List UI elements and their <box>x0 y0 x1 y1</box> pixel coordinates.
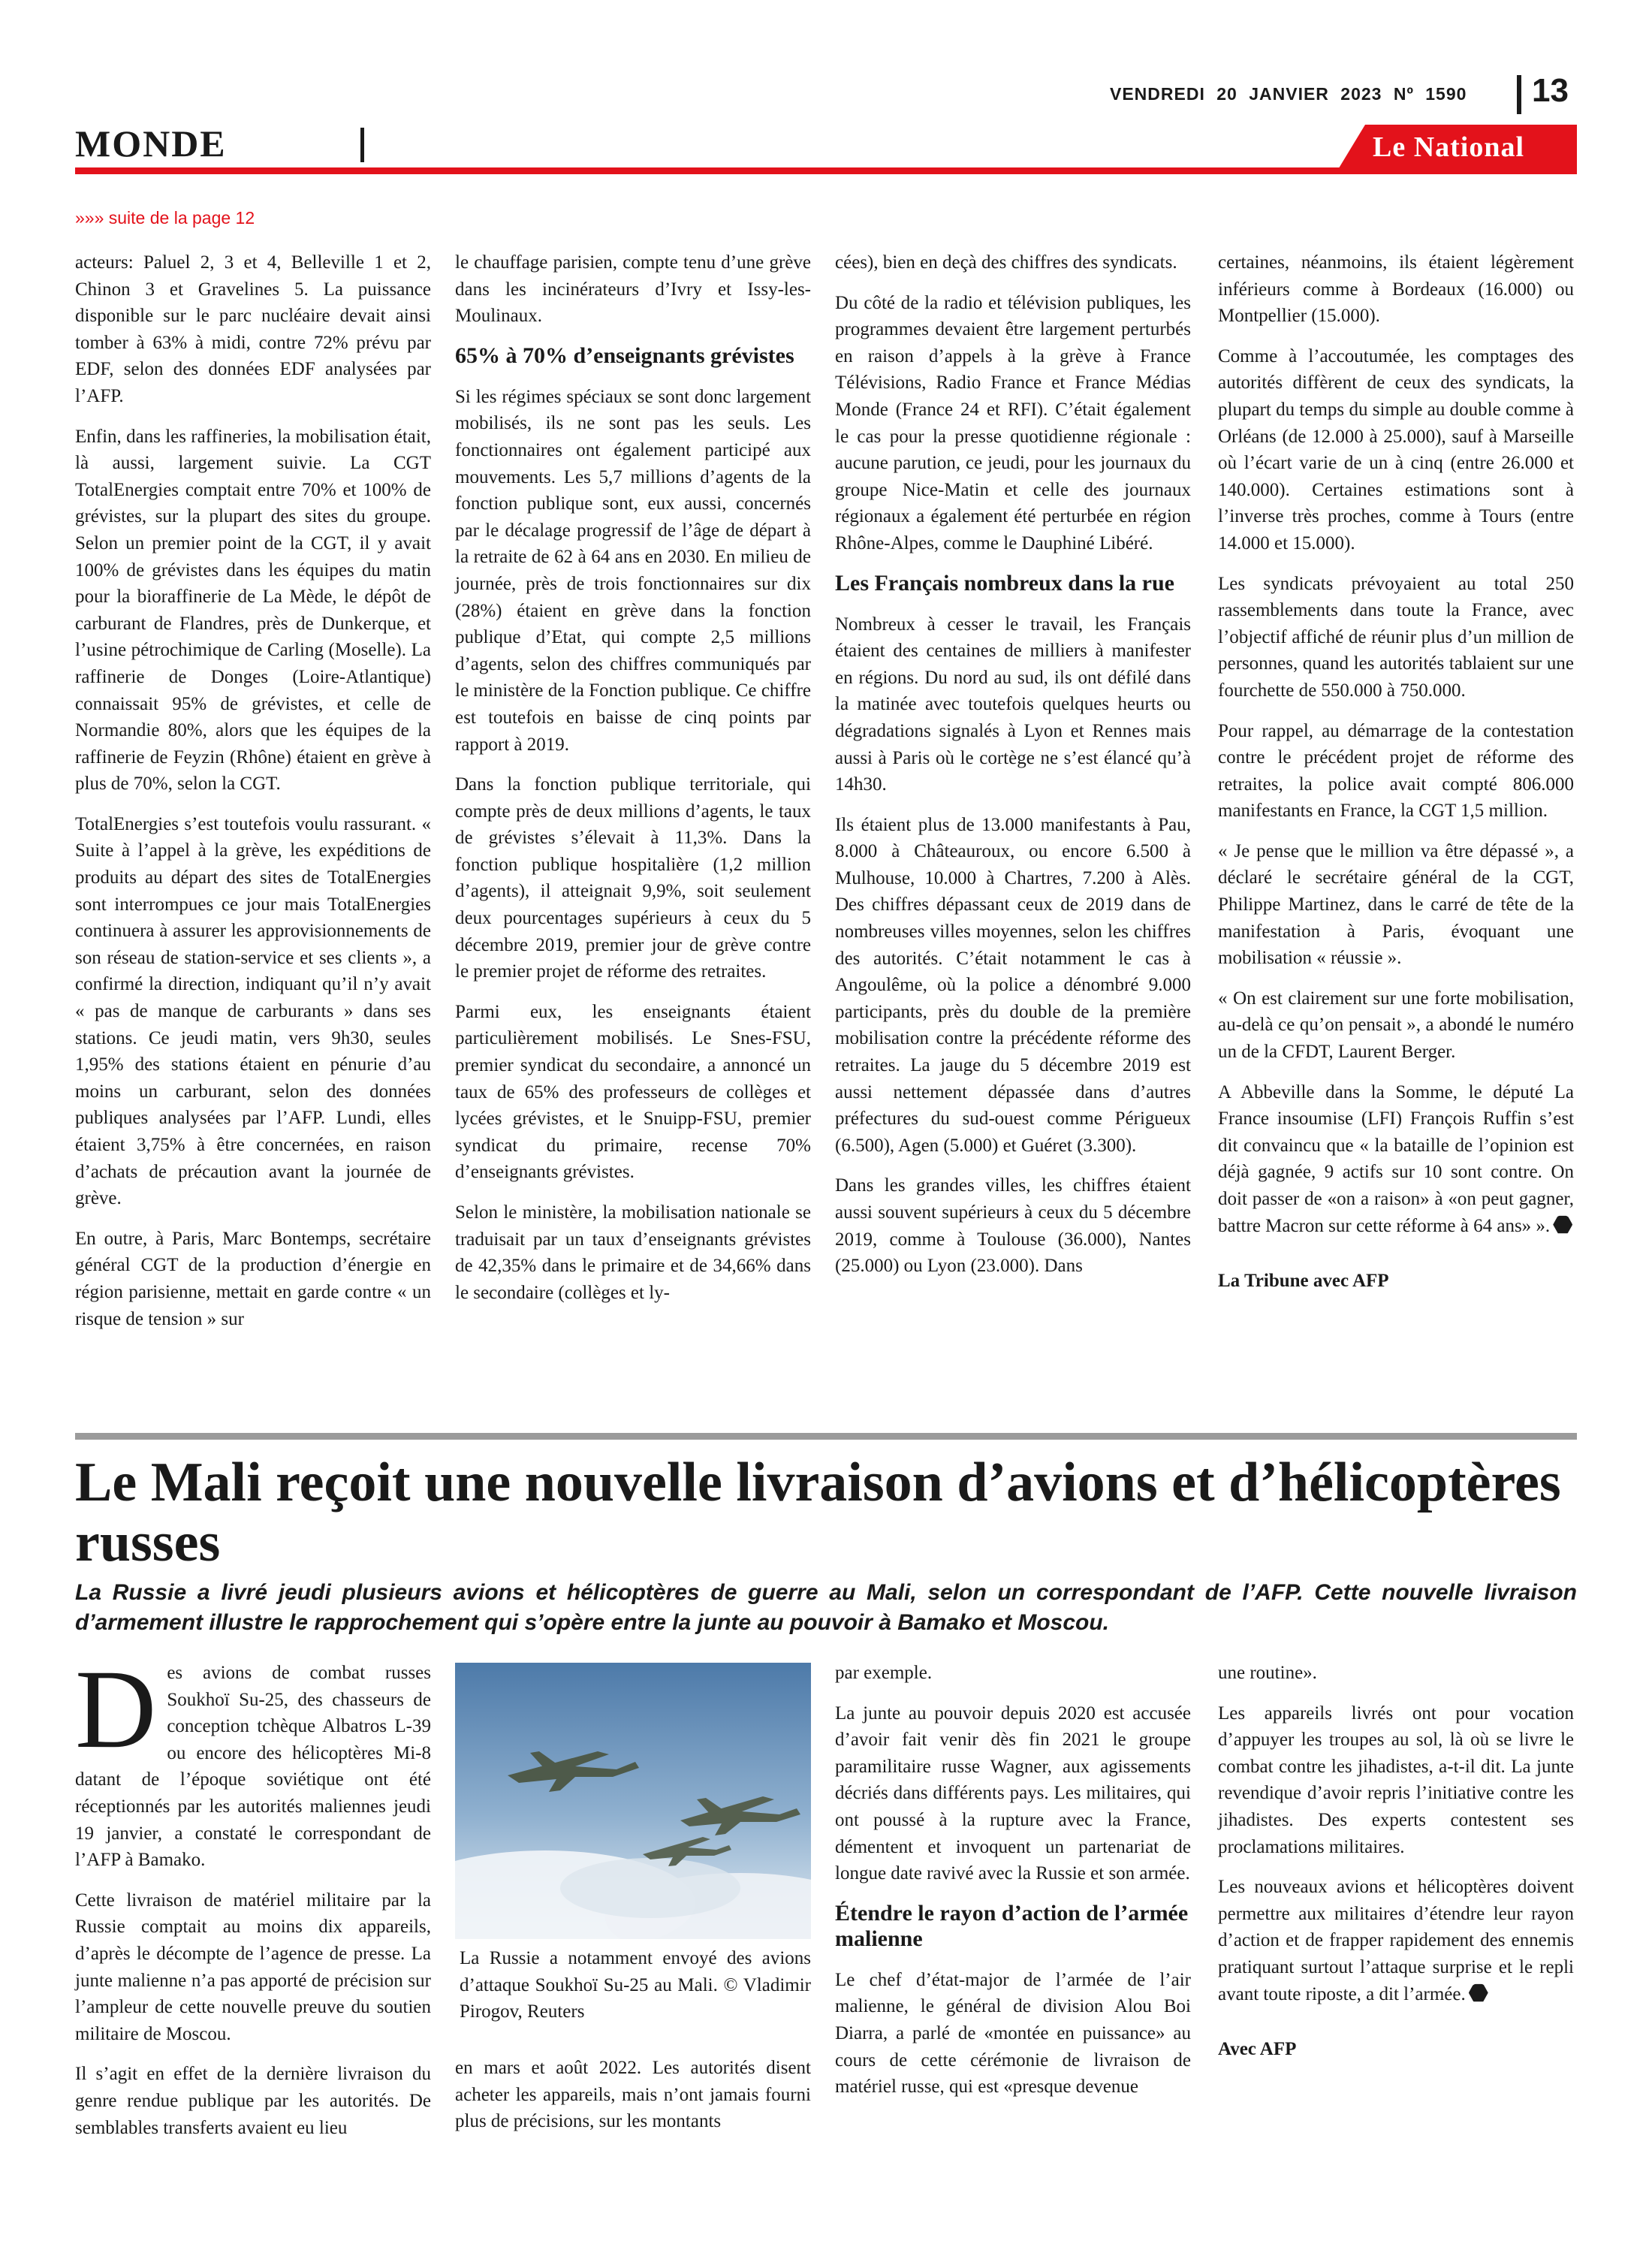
paragraph: le chauffage parisien, compte tenu d’une grève dans les incinérateurs d’Ivry et Issy-les-Moulinaux. <box>455 252 811 327</box>
paragraph: acteurs: Paluel 2, 3 et 4, Belleville 1 et 2, Chinon 3 et Gravelines 5. La puissance disponible sur le parc nucléaire devait ainsi tomber à 63% à midi, contre 72% prévu par EDF, selon des données EDF analysées par l’AFP. <box>75 252 431 406</box>
paragraph-text: es avions de combat russes Soukhoï Su-25, des chasseurs de conception tchèque Albatros L-39 ou encore des hélicoptères Mi-8 datant de l’époque soviétique ont été réceptionnés par les autorités maliennes jeudi 19 janvier, a constaté le correspondant de l’AFP à Bamako. <box>75 1663 431 1871</box>
photo-image <box>455 1663 811 1939</box>
paragraph: Le chef d’état-major de l’armée de l’air malienne, le général de division Alou Boi Diarra, a parlé de «montée en puissance» au cours de cette cérémonie de livraison de matériel russe, qui est «presque devenue <box>835 1969 1191 2098</box>
paragraph: Les appareils livrés ont pour vocation d’appuyer les troupes au sol, là où se livre le combat contre les jihadistes, a-t-il dit. La junte revendique d’avoir repris l’initiative contre les jihadistes. Des experts contestent ses proclamations militaires. <box>1218 1703 1574 1857</box>
paragraph: cées), bien en deçà des chiffres des syndicats. <box>835 252 1177 273</box>
drop-cap: D <box>75 1647 157 1772</box>
paragraph <box>75 1647 431 1874</box>
mali-article-col1 <box>75 1647 431 2155</box>
mali-article-col3 <box>835 1660 1191 2114</box>
paragraph: Du côté de la radio et télévision publiques, les programmes devaient être largement perturbés en raison d’appels à la grève à France Télévisions, Radio France et France Médias Monde (France 24 et RFI). C’était également le cas pour la presse quotidienne régionale : aucune parution, ce jeudi, pour les journaux du groupe Nice-Matin et celle des journaux régionaux a également été perturbée en région Rhône-Alpes, comme le Dauphiné Libéré. <box>835 292 1191 553</box>
paragraph: Cette livraison de matériel militaire par la Russie comptait au moins dix appareils, d’après le décompte de l’agence de presse. La junte malienne n’a pas apporté de précision sur l’ampleur de cette nouvelle preuve du soutien militaire de Moscou. <box>75 1890 431 2044</box>
paragraph: Si les régimes spéciaux se sont donc largement mobilisés, ils ne sont pas les seuls. Les fonctionnaires ont également participé aux mouvements. Les 5,7 millions d’agents de la fonction publique sont, eux aussi, concernés par le décalage progressif de l’âge de départ à la retraite de 62 à 64 ans en 2030. En milieu de journée, près de trois fonctionnaires sur dix (28%) étaient en grève dans la fonction publique d’Etat, qui compte 2,5 millions d’agents, selon des chiffres communiqués par le ministère de la Fonction publique. Ce chiffre est toutefois en baisse de cinq points par rapport à 2019. <box>455 386 811 755</box>
paragraph: « Je pense que le million va être dépassé », a déclaré le secrétaire général de la CGT, Philippe Martinez, dans le carré de tête de la manifestation à Paris, évoquant une mobilisation « réussie ». <box>1218 840 1574 969</box>
paragraph: Dans les grandes villes, les chiffres étaient aussi souvent supérieurs à ceux du 5 décembre 2019, comme à Toulouse (36.000), Nantes (25.000) ou Lyon (23.000). Dans <box>835 1175 1191 1277</box>
section-title: MONDE <box>75 122 227 164</box>
paragraph <box>1218 1079 1574 1240</box>
mali-article-col4 <box>1218 1660 1574 2077</box>
end-of-article-hexagon-icon <box>1553 1215 1572 1235</box>
subheading: Étendre le rayon d’action de l’armée malienne <box>835 1900 1189 1951</box>
paragraph: Parmi eux, les enseignants étaient particulièrement mobilisés. Le Snes-FSU, premier syndicat du secondaire, a annoncé un taux de 65% des professeurs de collèges et lycées grévistes, et le Snuipp-FSU, premier syndicat du primaire, recense 70% d’enseignants grévistes. <box>455 1001 811 1183</box>
paragraph: « On est clairement sur une forte mobilisation, au-delà ce qu’on pensait », a abondé le numéro un de la CFDT, Laurent Berger. <box>1218 988 1574 1063</box>
subheading: 65% à 70% d’enseignants grévistes <box>455 342 794 368</box>
article-headline: Le Mali reçoit une nouvelle livraison d’avions et d’hélicoptères russes <box>75 1452 1561 1573</box>
paragraph: La junte au pouvoir depuis 2020 est accusée d’avoir fait venir dès fin 2021 le groupe paramilitaire russe Wagner, aux agissements décriés dans différents pays. Les militaires, qui ont poussé à la rupture avec la France, démentent et invoquent un partenariat de longue date ravivé avec la Russie et son armée. <box>835 1703 1191 1884</box>
top-article-col4 <box>1218 249 1574 1308</box>
paragraph: Il s’agit en effet de la dernière livraison du genre rendue publique par les autorités. De semblables transferts avaient eu lieu <box>75 2064 431 2138</box>
paragraph: Ils étaient plus de 13.000 manifestants à Pau, 8.000 à Châteauroux, ou encore 6.500 à Mulhouse, 10.000 à Chartres, 7.200 à Alès. Des chiffres dépassant ceux de 2019 dans de nombreuses villes moyennes, selon les chiffres des autorités. C’était notamment le cas à Angoulême, où la police a dénombré 9.000 participants, près du double de la première mobilisation contre la précédente réforme des retraites. La jauge du 5 décembre 2019 est aussi nettement dépassée dans d’autres préfectures du sud-ouest comme Périgueux (6.500), Agen (5.000) et Guéret (3.300). <box>835 814 1191 1156</box>
paragraph: Dans la fonction publique territoriale, qui compte près de deux millions d’agents, le taux de grévistes s’élevait à 11,3%. Dans la fonction publique hospitalière (1,2 million d’agents), il atteignait 9,9%, soit seulement deux pourcentages supérieurs à ceux du 5 décembre 2019, premier jour de grève contre le premier projet de réforme des retraites. <box>455 774 811 982</box>
top-article-col2 <box>455 249 811 1320</box>
paragraph: TotalEnergies s’est toutefois voulu rassurant. « Suite à l’appel à la grève, les expéditions de produits au départ des sites de TotalEnergies sont interrompues ce jour mais TotalEnergies continuera à assurer les approvisionnements de son réseau de station-service et ses clients », a confirmé la direction, indiquant qu’il n’y avait « pas de manque de carburants » dans ses stations. Ce jeudi matin, vers 9h30, seules 1,95% des stations étaient en pénurie d’au moins un carburant, selon des données publiques analysées par l’AFP. Lundi, elles étaient 3,75% à être concernées, en raison d’achats de précaution avant la journée de grève. <box>75 813 431 1209</box>
paragraph: par exemple. <box>835 1663 933 1683</box>
byline: Avec AFP <box>1218 2039 1297 2060</box>
paragraph: En outre, à Paris, Marc Bontemps, secrétaire général CGT de la production d’énergie en région parisienne, mettait en garde contre « un risque de tension » sur <box>75 1228 431 1329</box>
paragraph: en mars et août 2022. Les autorités disent acheter les appareils, mais n’ont jamais fourni plus de précisions, sur les montants <box>455 2058 811 2132</box>
subheading: Les Français nombreux dans la rue <box>835 570 1174 596</box>
end-of-article-hexagon-icon <box>1469 1983 1488 2003</box>
paragraph: une routine». <box>1218 1663 1317 1683</box>
issue-date: VENDREDI 20 JANVIER 2023 Nº 1590 <box>1110 84 1467 104</box>
paragraph-text: A Abbeville dans la Somme, le député La France insoumise (LFI) François Ruffin s’est dit convaincu que « la bataille de l’opinion est déjà gagnée, 9 actifs sur 10 sont contre. On doit passer de «on a raison» à «on peut gagner, battre Macron sur cette réforme à 64 ans» ». <box>1218 1081 1574 1236</box>
photo-caption: La Russie a notamment envoyé des avions d’attaque Soukhoï Su-25 au Mali. © Vladimir Pirogov, Reuters <box>460 1948 811 2022</box>
continued-from[interactable]: »»» suite de la page 12 <box>75 208 255 228</box>
paragraph: Comme à l’accoutumée, les comptages des autorités diffèrent de ceux des syndicats, la plupart du temps du simple au double comme à Orléans (de 12.000 à 25.000), sauf à Marseille où l’écart varie de un à cinq (entre 26.000 et 140.000). Certaines estimations sont à l’inverse très proches, comme à Tours (entre 14.000 et 15.000). <box>1218 345 1574 553</box>
paragraph: Pour rappel, au démarrage de la contestation contre le précédent projet de réforme des retraites, la police avait compté 806.000 manifestants en France, la CGT 1,5 million. <box>1218 720 1574 822</box>
paragraph: Nombreux à cesser le travail, les Français étaient des centaines de milliers à manifester en régions. Du nord au sud, ils ont défilé dans la matinée avec toutefois quelques heurts ou dégradations signalés à Lyon et Rennes mais aussi à Paris où le cortège ne s’est élancé qu’à 14h30. <box>835 614 1191 795</box>
article-divider <box>75 1433 1577 1440</box>
mali-article-col2 <box>455 2055 811 2149</box>
su25-jets-photo <box>455 1663 811 1939</box>
paragraph: Enfin, dans les raffineries, la mobilisation était, là aussi, largement suivie. La CGT TotalEnergies comptait entre 70% et 100% de grévistes, sur la plupart des sites du groupe. Selon un premier point de la CGT, il y avait 100% de grévistes dans les équipes du matin pour la bioraffinerie de La Mède, le dépôt de carburant de Flandres, près de Dunkerque, et l’usine pétrochimique de Carling (Moselle). La raffinerie de Donges (Loire-Atlantique) connaissait 95% de grévistes, et celle de Normandie 80%, alors que les équipes de la raffinerie de Feyzin (Rhône) étaient en grève à plus de 70%, selon la CGT. <box>75 426 431 795</box>
brand-name: Le National <box>1373 131 1525 163</box>
paragraph: Les syndicats prévoyaient au total 250 rassemblements dans toute la France, avec l’objectif affiché de réunir plus d’un million de personnes, quand les autorités tablaient sur une fourchette de 550.000 à 750.000. <box>1218 573 1574 701</box>
header-divider <box>1517 75 1521 114</box>
page-number: 13 <box>1532 72 1569 109</box>
paragraph <box>1218 1874 1574 2007</box>
section-divider <box>360 128 364 162</box>
paragraph-text: Les nouveaux avions et hélicoptères doivent permettre aux militaires d’étendre leur rayon d’action et de frapper rapidement des ennemis pratiquant surtout l’attaque surprise et le repli avant toute riposte, a dit l’armée. <box>1218 1877 1574 2004</box>
byline: La Tribune avec AFP <box>1218 1271 1389 1292</box>
paragraph: certaines, néanmoins, ils étaient légèrement inférieurs comme à Bordeaux (16.000) ou Montpellier (15.000). <box>1218 252 1574 327</box>
top-article-col1 <box>75 249 431 1346</box>
paragraph: Selon le ministère, la mobilisation nationale se traduisait par un taux d’enseignants grévistes de 42,35% dans le primaire et de 34,66% dans le secondaire (collèges et ly- <box>455 1202 811 1303</box>
article-deck: La Russie a livré jeudi plusieurs avions et hélicoptères de guerre au Mali, selon un correspondant de l’AFP. Cette nouvelle livraison d’armement illustre le rapprochement qui s’opère entre la junte au pouvoir à Bamako et Moscou. <box>75 1580 1577 1635</box>
top-article-col3 <box>835 249 1191 1293</box>
